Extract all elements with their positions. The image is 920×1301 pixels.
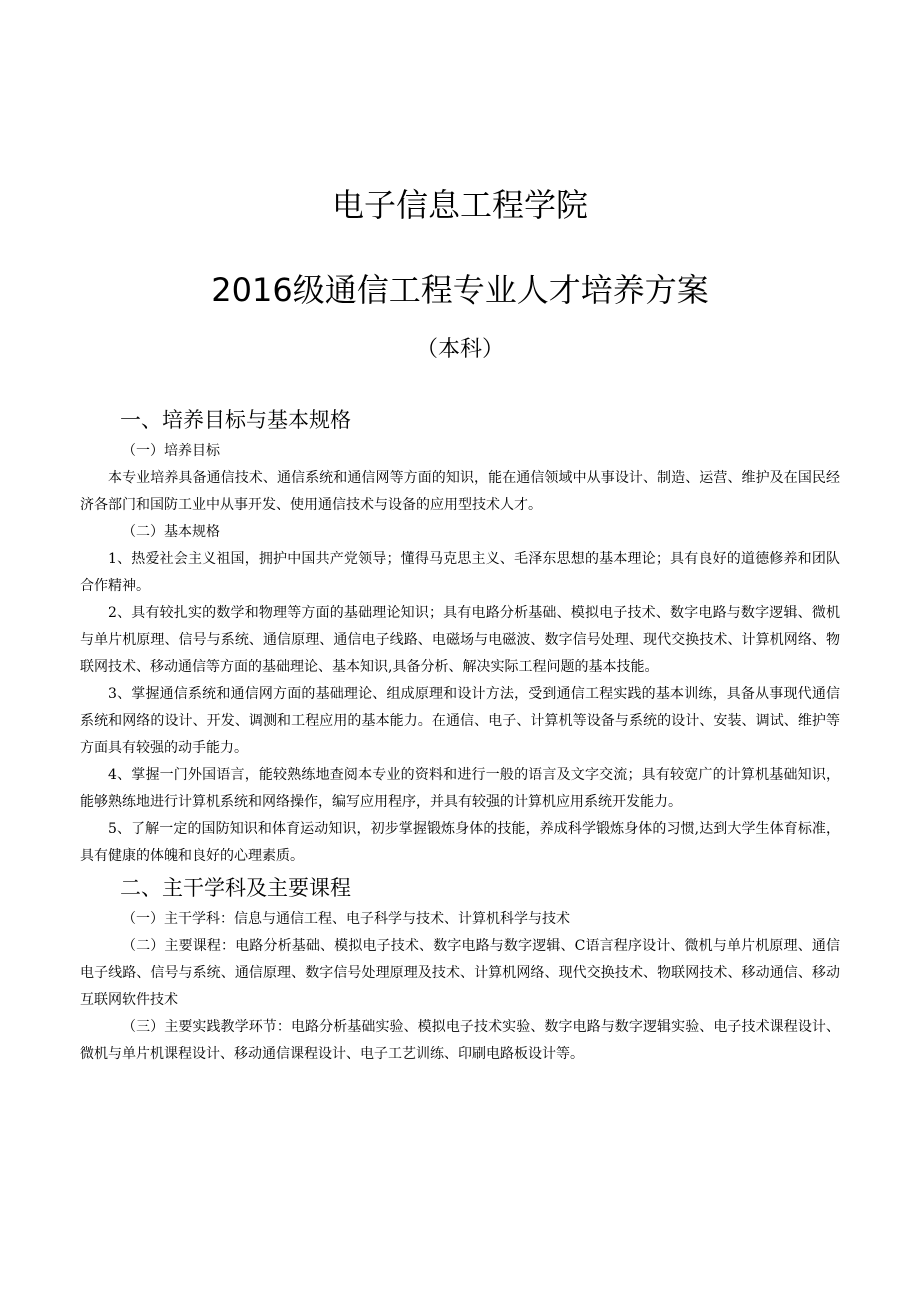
spec-item-5: 5、了解一定的国防知识和体育运动知识，初步掌握锻炼身体的技能，养成科学锻炼身体的习惯,达到大学生体育标准，具有健康的体魄和良好的心理素质。 <box>80 821 840 864</box>
program-title: 2016级通信工程专业人才培养方案 <box>211 271 709 309</box>
objective-subheading: （一）培养目标 <box>122 443 220 459</box>
objective-paragraph: 本专业培养具备通信技术、通信系统和通信网等方面的知识，能在通信领域中从事设计、制造、运营、维护及在国民经济各部门和国防工业中从事开发、使用通信技术与设备的应用型技术人才。 <box>80 470 840 513</box>
section-1-heading: 一、培养目标与基本规格 <box>120 408 351 432</box>
main-courses: （二）主要课程：电路分析基础、模拟电子技术、数字电路与数字逻辑、C语言程序设计、微机与单片机原理、通信电子线路、信号与系统、通信原理、数字信号处理原理及技术、计算机网络、现代交换技术、物联网技术、移动通信、移动互联网软件技术 <box>80 938 840 1008</box>
specs-subheading: （二）基本规格 <box>122 524 220 540</box>
main-disciplines: （一）主干学科：信息与通信工程、电子科学与技术、计算机科学与技术 <box>122 911 570 927</box>
section-2-heading: 二、主干学科及主要课程 <box>120 876 351 900</box>
spec-item-3: 3、掌握通信系统和通信网方面的基础理论、组成原理和设计方法，受到通信工程实践的基本训练，具备从事现代通信系统和网络的设计、开发、调测和工程应用的基本能力。在通信、电子、计算机等设备与系统的设计、安装、调试、维护等方面具有较强的动手能力。 <box>80 686 840 756</box>
spec-item-2: 2、具有较扎实的数学和物理等方面的基础理论知识；具有电路分析基础、模拟电子技术、数字电路与数字逻辑、微机与单片机原理、信号与系统、通信原理、通信电子线路、电磁场与电磁波、数字信号处理、现代交换技术、计算机网络、物联网技术、移动通信等方面的基础理论、基本知识,具备分析、解决实际工程问题的基本技能。 <box>80 605 840 675</box>
spec-item-4: 4、掌握一门外国语言，能较熟练地查阅本专业的资料和进行一般的语言及文字交流；具有较宽广的计算机基础知识，能够熟练地进行计算机系统和网络操作，编写应用程序，并具有较强的计算机应用系统开发能力。 <box>80 767 840 810</box>
spec-item-1: 1、热爱社会主义祖国，拥护中国共产党领导；懂得马克思主义、毛泽东思想的基本理论；具有良好的道德修养和团队合作精神。 <box>80 551 840 594</box>
college-title: 电子信息工程学院 <box>331 186 588 224</box>
practice-links: （三）主要实践教学环节：电路分析基础实验、模拟电子技术实验、数字电路与数字逻辑实验、电子技术课程设计、微机与单片机课程设计、移动通信课程设计、电子工艺训练、印刷电路板设计等。 <box>80 1019 840 1062</box>
degree-level: （本科） <box>415 337 504 362</box>
